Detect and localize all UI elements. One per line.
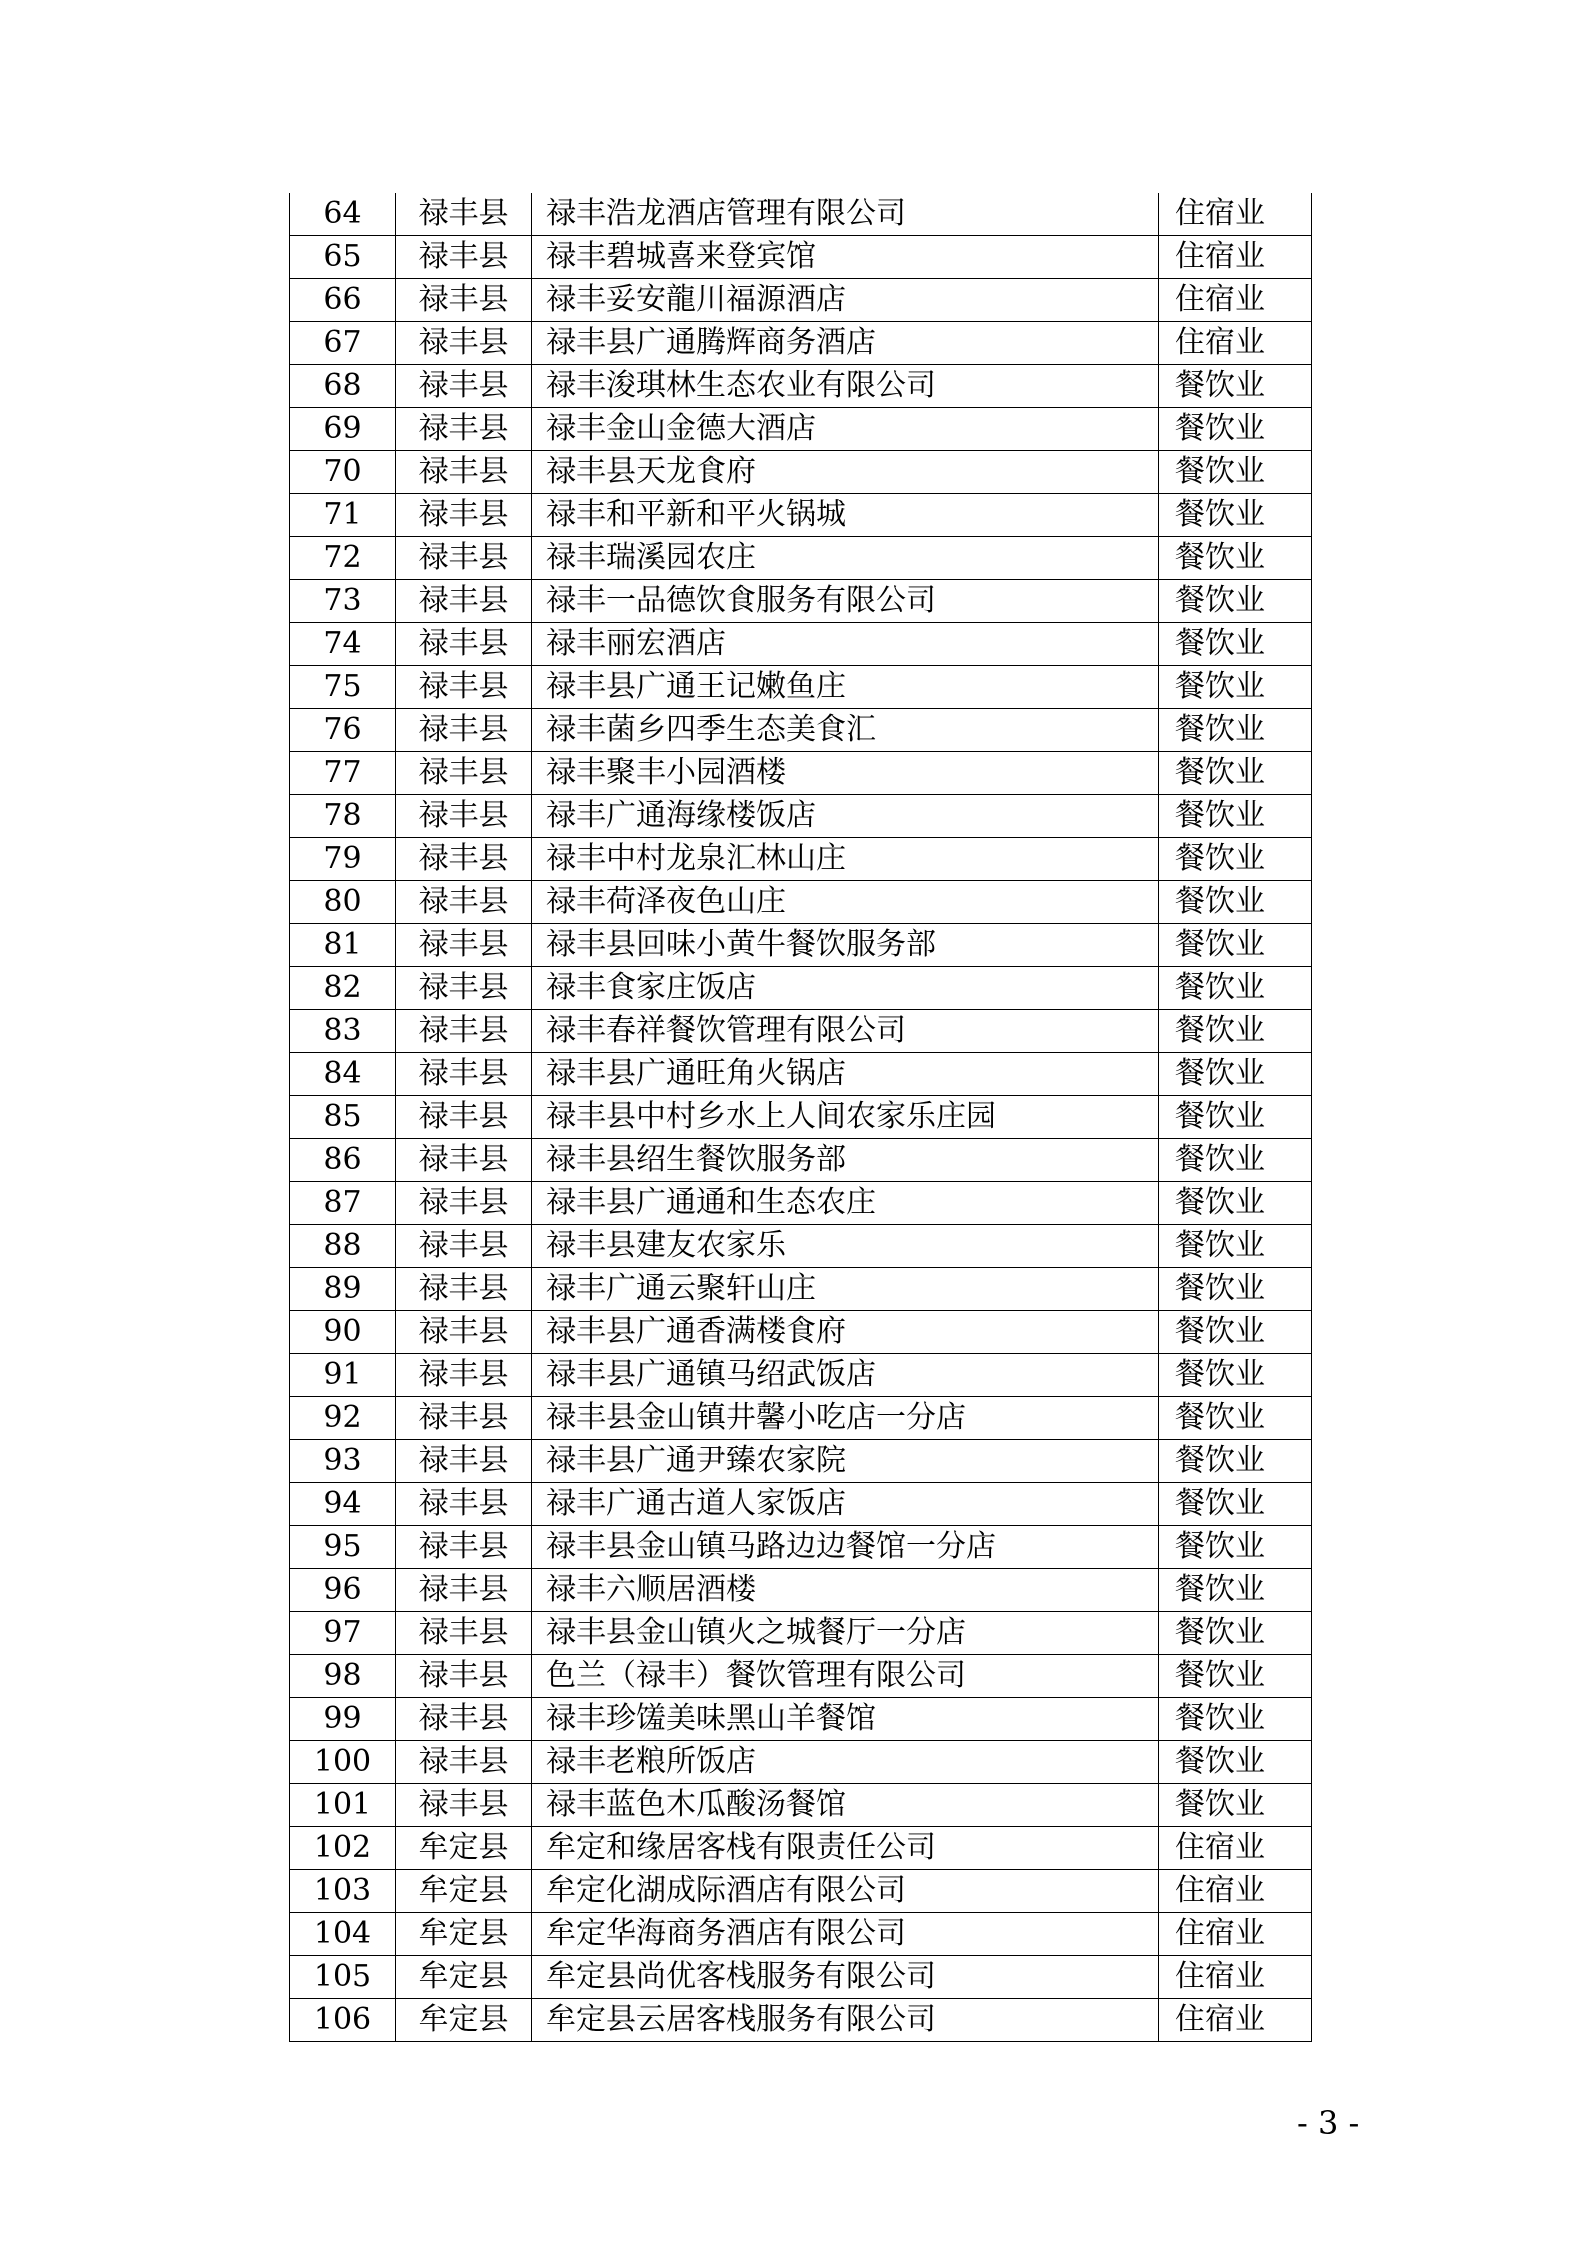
row-category: 餐饮业	[1159, 1698, 1312, 1741]
row-business-name: 禄丰广通海缘楼饭店	[532, 795, 1159, 838]
row-county: 禄丰县	[396, 451, 532, 494]
row-number: 81	[290, 924, 396, 967]
row-business-name: 禄丰县回味小黄牛餐饮服务部	[532, 924, 1159, 967]
row-category: 餐饮业	[1159, 967, 1312, 1010]
row-county: 禄丰县	[396, 1096, 532, 1139]
row-business-name: 牟定和缘居客栈有限责任公司	[532, 1827, 1159, 1870]
row-business-name: 禄丰瑞溪园农庄	[532, 537, 1159, 580]
table-row	[290, 1612, 1312, 1655]
row-category: 餐饮业	[1159, 881, 1312, 924]
row-category: 餐饮业	[1159, 1268, 1312, 1311]
row-number: 76	[290, 709, 396, 752]
table-row	[290, 1956, 1312, 1999]
row-business-name: 禄丰县广通通和生态农庄	[532, 1182, 1159, 1225]
row-county: 禄丰县	[396, 1526, 532, 1569]
table-row	[290, 1827, 1312, 1870]
table-row	[290, 279, 1312, 322]
row-category: 餐饮业	[1159, 451, 1312, 494]
row-county: 禄丰县	[396, 623, 532, 666]
row-county: 禄丰县	[396, 193, 532, 236]
row-number: 105	[290, 1956, 396, 1999]
row-county: 禄丰县	[396, 709, 532, 752]
row-number: 83	[290, 1010, 396, 1053]
table-row	[290, 236, 1312, 279]
row-business-name: 禄丰一品德饮食服务有限公司	[532, 580, 1159, 623]
row-county: 禄丰县	[396, 838, 532, 881]
row-business-name: 禄丰蓝色木瓜酸汤餐馆	[532, 1784, 1159, 1827]
row-business-name: 禄丰浚琪林生态农业有限公司	[532, 365, 1159, 408]
row-number: 92	[290, 1397, 396, 1440]
table-row	[290, 580, 1312, 623]
row-business-name: 禄丰县绍生餐饮服务部	[532, 1139, 1159, 1182]
row-number: 69	[290, 408, 396, 451]
table-row	[290, 1698, 1312, 1741]
table-row	[290, 1397, 1312, 1440]
row-category: 餐饮业	[1159, 580, 1312, 623]
row-number: 89	[290, 1268, 396, 1311]
row-business-name: 禄丰菌乡四季生态美食汇	[532, 709, 1159, 752]
row-number: 80	[290, 881, 396, 924]
row-business-name: 禄丰聚丰小园酒楼	[532, 752, 1159, 795]
row-business-name: 禄丰广通云聚轩山庄	[532, 1268, 1159, 1311]
row-business-name: 禄丰县中村乡水上人间农家乐庄园	[532, 1096, 1159, 1139]
row-business-name: 禄丰碧城喜来登宾馆	[532, 236, 1159, 279]
row-number: 74	[290, 623, 396, 666]
table-body	[290, 193, 1312, 2042]
row-category: 餐饮业	[1159, 1354, 1312, 1397]
row-number: 84	[290, 1053, 396, 1096]
row-county: 禄丰县	[396, 279, 532, 322]
table-row	[290, 451, 1312, 494]
row-county: 禄丰县	[396, 1053, 532, 1096]
row-number: 101	[290, 1784, 396, 1827]
table-row	[290, 1913, 1312, 1956]
row-business-name: 禄丰县金山镇火之城餐厅一分店	[532, 1612, 1159, 1655]
row-county: 禄丰县	[396, 1440, 532, 1483]
row-number: 82	[290, 967, 396, 1010]
row-number: 97	[290, 1612, 396, 1655]
table-row	[290, 1139, 1312, 1182]
row-category: 餐饮业	[1159, 1397, 1312, 1440]
row-category: 餐饮业	[1159, 623, 1312, 666]
row-business-name: 牟定华海商务酒店有限公司	[532, 1913, 1159, 1956]
table-row	[290, 365, 1312, 408]
row-business-name: 禄丰老粮所饭店	[532, 1741, 1159, 1784]
row-number: 73	[290, 580, 396, 623]
row-business-name: 禄丰县金山镇井馨小吃店一分店	[532, 1397, 1159, 1440]
row-number: 102	[290, 1827, 396, 1870]
row-business-name: 禄丰县广通王记嫩鱼庄	[532, 666, 1159, 709]
row-county: 禄丰县	[396, 1397, 532, 1440]
row-county: 牟定县	[396, 1999, 532, 2042]
row-county: 牟定县	[396, 1870, 532, 1913]
row-category: 住宿业	[1159, 279, 1312, 322]
row-business-name: 禄丰浩龙酒店管理有限公司	[532, 193, 1159, 236]
row-county: 禄丰县	[396, 1784, 532, 1827]
row-county: 禄丰县	[396, 1698, 532, 1741]
row-county: 禄丰县	[396, 924, 532, 967]
row-category: 餐饮业	[1159, 365, 1312, 408]
table-row	[290, 1569, 1312, 1612]
row-county: 禄丰县	[396, 1225, 532, 1268]
row-county: 牟定县	[396, 1956, 532, 1999]
row-number: 88	[290, 1225, 396, 1268]
row-county: 禄丰县	[396, 1268, 532, 1311]
row-number: 103	[290, 1870, 396, 1913]
row-category: 餐饮业	[1159, 494, 1312, 537]
row-business-name: 禄丰县天龙食府	[532, 451, 1159, 494]
row-number: 100	[290, 1741, 396, 1784]
row-business-name: 牟定县尚优客栈服务有限公司	[532, 1956, 1159, 1999]
row-number: 90	[290, 1311, 396, 1354]
row-county: 禄丰县	[396, 1139, 532, 1182]
row-number: 66	[290, 279, 396, 322]
table-row	[290, 1655, 1312, 1698]
row-business-name: 禄丰丽宏酒店	[532, 623, 1159, 666]
row-category: 餐饮业	[1159, 709, 1312, 752]
row-category: 餐饮业	[1159, 795, 1312, 838]
table-row	[290, 1225, 1312, 1268]
row-business-name: 禄丰妥安龍川福源酒店	[532, 279, 1159, 322]
row-number: 91	[290, 1354, 396, 1397]
row-category: 餐饮业	[1159, 1612, 1312, 1655]
row-business-name: 牟定化湖成际酒店有限公司	[532, 1870, 1159, 1913]
row-category: 餐饮业	[1159, 1311, 1312, 1354]
row-business-name: 禄丰县广通旺角火锅店	[532, 1053, 1159, 1096]
table-row	[290, 924, 1312, 967]
row-category: 餐饮业	[1159, 1182, 1312, 1225]
row-county: 禄丰县	[396, 1010, 532, 1053]
row-number: 99	[290, 1698, 396, 1741]
row-county: 牟定县	[396, 1827, 532, 1870]
row-county: 禄丰县	[396, 1354, 532, 1397]
row-category: 餐饮业	[1159, 1139, 1312, 1182]
table-row	[290, 838, 1312, 881]
row-number: 87	[290, 1182, 396, 1225]
row-business-name: 禄丰县金山镇马路边边餐馆一分店	[532, 1526, 1159, 1569]
table-row	[290, 1010, 1312, 1053]
row-county: 禄丰县	[396, 236, 532, 279]
row-category: 餐饮业	[1159, 1053, 1312, 1096]
row-number: 86	[290, 1139, 396, 1182]
row-number: 93	[290, 1440, 396, 1483]
row-category: 餐饮业	[1159, 1784, 1312, 1827]
row-business-name: 禄丰六顺居酒楼	[532, 1569, 1159, 1612]
row-business-name: 禄丰县广通镇马绍武饭店	[532, 1354, 1159, 1397]
row-number: 72	[290, 537, 396, 580]
row-category: 餐饮业	[1159, 1741, 1312, 1784]
row-business-name: 禄丰县广通香满楼食府	[532, 1311, 1159, 1354]
table-row	[290, 967, 1312, 1010]
row-number: 71	[290, 494, 396, 537]
table-row	[290, 623, 1312, 666]
business-list-table	[289, 193, 1312, 2042]
table-row	[290, 1354, 1312, 1397]
table-row	[290, 1311, 1312, 1354]
row-category: 餐饮业	[1159, 1440, 1312, 1483]
row-business-name: 禄丰荷泽夜色山庄	[532, 881, 1159, 924]
row-business-name: 禄丰金山金德大酒店	[532, 408, 1159, 451]
row-category: 餐饮业	[1159, 1225, 1312, 1268]
row-number: 68	[290, 365, 396, 408]
row-county: 禄丰县	[396, 1612, 532, 1655]
table-row	[290, 1741, 1312, 1784]
row-category: 餐饮业	[1159, 408, 1312, 451]
row-county: 禄丰县	[396, 795, 532, 838]
row-category: 住宿业	[1159, 236, 1312, 279]
row-category: 餐饮业	[1159, 1526, 1312, 1569]
row-business-name: 禄丰食家庄饭店	[532, 967, 1159, 1010]
table-row	[290, 322, 1312, 365]
row-number: 67	[290, 322, 396, 365]
row-county: 牟定县	[396, 1913, 532, 1956]
row-county: 禄丰县	[396, 1569, 532, 1612]
row-category: 住宿业	[1159, 1913, 1312, 1956]
row-number: 70	[290, 451, 396, 494]
row-business-name: 色兰（禄丰）餐饮管理有限公司	[532, 1655, 1159, 1698]
row-county: 禄丰县	[396, 967, 532, 1010]
row-county: 禄丰县	[396, 666, 532, 709]
row-county: 禄丰县	[396, 1741, 532, 1784]
table-row	[290, 1096, 1312, 1139]
table-row	[290, 193, 1312, 236]
row-category: 餐饮业	[1159, 924, 1312, 967]
row-county: 禄丰县	[396, 537, 532, 580]
row-number: 65	[290, 236, 396, 279]
row-category: 餐饮业	[1159, 752, 1312, 795]
row-county: 禄丰县	[396, 1182, 532, 1225]
table-row	[290, 666, 1312, 709]
row-business-name: 禄丰春祥餐饮管理有限公司	[532, 1010, 1159, 1053]
table-row	[290, 537, 1312, 580]
row-category: 住宿业	[1159, 322, 1312, 365]
row-category: 住宿业	[1159, 1827, 1312, 1870]
table-row	[290, 709, 1312, 752]
row-business-name: 禄丰中村龙泉汇林山庄	[532, 838, 1159, 881]
row-business-name: 禄丰广通古道人家饭店	[532, 1483, 1159, 1526]
row-number: 79	[290, 838, 396, 881]
row-county: 禄丰县	[396, 881, 532, 924]
row-number: 96	[290, 1569, 396, 1612]
row-category: 住宿业	[1159, 1956, 1312, 1999]
table-row	[290, 494, 1312, 537]
row-category: 住宿业	[1159, 193, 1312, 236]
table-row	[290, 752, 1312, 795]
row-category: 餐饮业	[1159, 1483, 1312, 1526]
table-row	[290, 408, 1312, 451]
row-category: 餐饮业	[1159, 1010, 1312, 1053]
row-category: 餐饮业	[1159, 1096, 1312, 1139]
row-county: 禄丰县	[396, 1655, 532, 1698]
table-row	[290, 881, 1312, 924]
row-business-name: 禄丰和平新和平火锅城	[532, 494, 1159, 537]
row-business-name: 牟定县云居客栈服务有限公司	[532, 1999, 1159, 2042]
row-county: 禄丰县	[396, 1311, 532, 1354]
row-number: 64	[290, 193, 396, 236]
row-business-name: 禄丰县广通腾辉商务酒店	[532, 322, 1159, 365]
row-number: 104	[290, 1913, 396, 1956]
row-county: 禄丰县	[396, 365, 532, 408]
table-row	[290, 1483, 1312, 1526]
row-business-name: 禄丰珍馐美味黑山羊餐馆	[532, 1698, 1159, 1741]
row-number: 95	[290, 1526, 396, 1569]
page-number: - 3 -	[1297, 2104, 1360, 2142]
row-number: 78	[290, 795, 396, 838]
table-row	[290, 1526, 1312, 1569]
table-row	[290, 795, 1312, 838]
table-row	[290, 1999, 1312, 2042]
row-number: 75	[290, 666, 396, 709]
row-number: 94	[290, 1483, 396, 1526]
row-county: 禄丰县	[396, 580, 532, 623]
table-row	[290, 1440, 1312, 1483]
row-category: 餐饮业	[1159, 537, 1312, 580]
row-category: 住宿业	[1159, 1870, 1312, 1913]
row-number: 77	[290, 752, 396, 795]
table-row	[290, 1870, 1312, 1913]
row-number: 98	[290, 1655, 396, 1698]
table-row	[290, 1182, 1312, 1225]
table-row	[290, 1784, 1312, 1827]
row-county: 禄丰县	[396, 408, 532, 451]
row-business-name: 禄丰县广通尹臻农家院	[532, 1440, 1159, 1483]
row-county: 禄丰县	[396, 494, 532, 537]
row-category: 餐饮业	[1159, 838, 1312, 881]
row-number: 106	[290, 1999, 396, 2042]
row-category: 住宿业	[1159, 1999, 1312, 2042]
row-county: 禄丰县	[396, 322, 532, 365]
table-row	[290, 1053, 1312, 1096]
row-category: 餐饮业	[1159, 1655, 1312, 1698]
row-county: 禄丰县	[396, 1483, 532, 1526]
row-number: 85	[290, 1096, 396, 1139]
row-county: 禄丰县	[396, 752, 532, 795]
table-row	[290, 1268, 1312, 1311]
row-category: 餐饮业	[1159, 666, 1312, 709]
row-business-name: 禄丰县建友农家乐	[532, 1225, 1159, 1268]
row-category: 餐饮业	[1159, 1569, 1312, 1612]
